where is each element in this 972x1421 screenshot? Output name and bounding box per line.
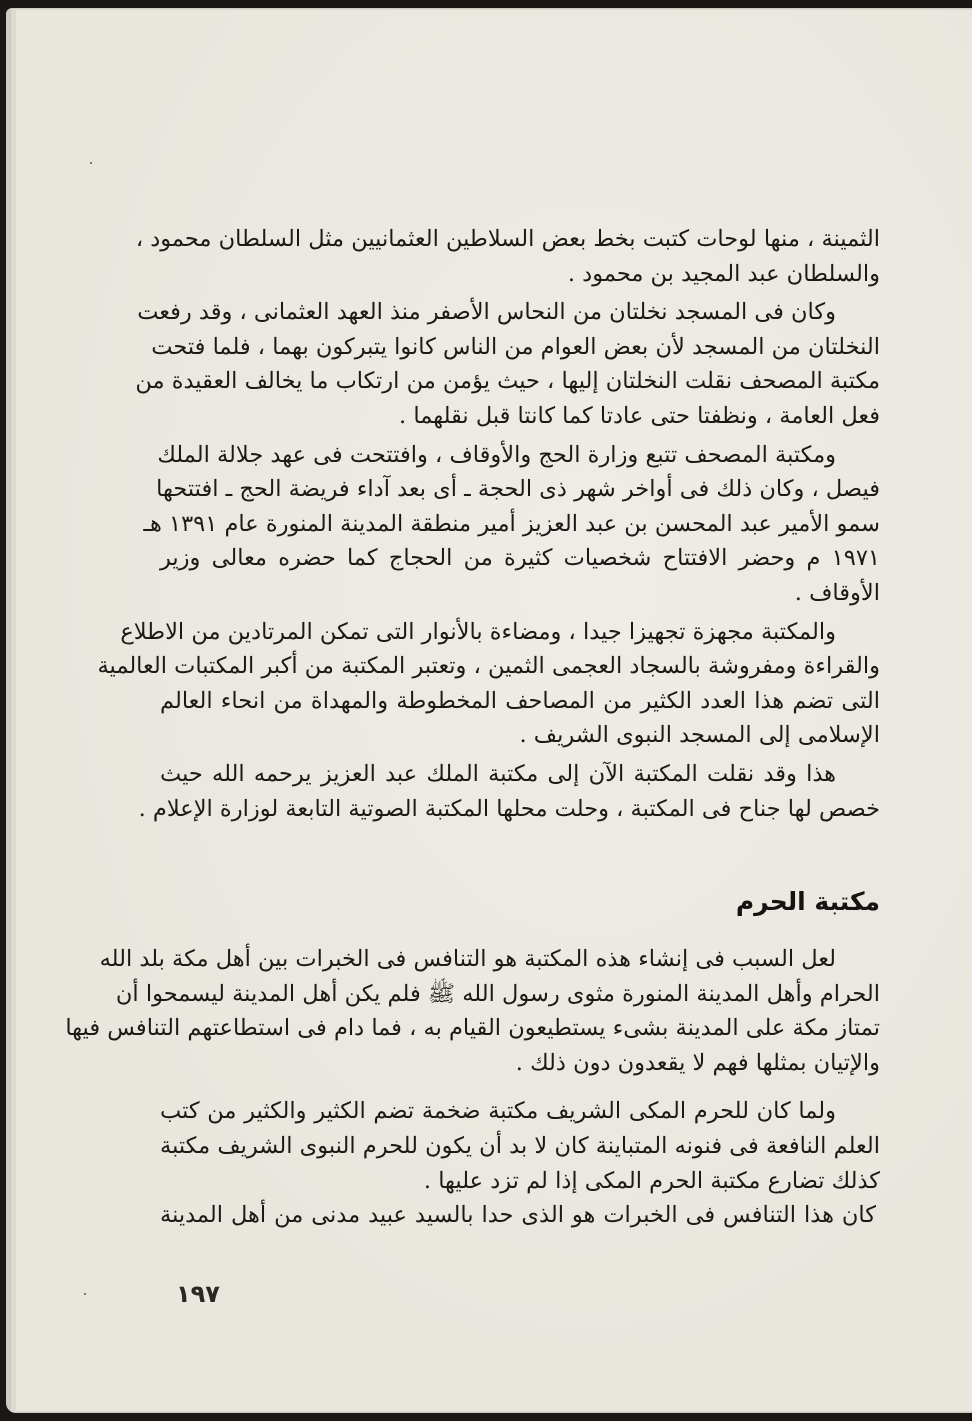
body-text-top (97, 222, 880, 826)
page-number: ١٩٧ (176, 1280, 220, 1308)
section-heading: مكتبة الحرم (735, 887, 880, 916)
text-line: مكتبة المصحف نقلت النخلتان إليها ، حيث يؤمن من ارتكاب ما يخالف العقيدة من (135, 368, 880, 395)
paragraph-start-line: ولما كان للحرم المكى الشريف مكتبة ضخمة تضم الكثير والكثير من كتب (160, 1098, 836, 1125)
paragraph-start-line: والمكتبة مجهزة تجهيزا جيدا ، ومضاءة بالأنوار التى تمكن المرتادين من الاطلاع (120, 618, 836, 645)
text-line: والسلطان عبد المجيد بن محمود . (567, 260, 880, 287)
text-line: التى تضم هذا العدد الكثير من المصاحف المخطوطة والمهداة من انحاء العالم (160, 687, 880, 714)
paper-speck (90, 162, 92, 164)
body-text-bottom (65, 942, 880, 1233)
text-line: والقراءة ومفروشة بالسجاد العجمى الثمين ، وتعتبر المكتبة من أكبر المكتبات العالمية (97, 653, 880, 680)
paper-speck (84, 1293, 86, 1295)
paragraph-start-line: هذا وقد نقلت المكتبة الآن إلى مكتبة الملك عبد العزيز يرحمه الله حيث (160, 760, 836, 787)
text-line: الإسلامى إلى المسجد النبوى الشريف . (519, 722, 880, 749)
paragraph-start-line: لعل السبب فى إنشاء هذه المكتبة هو التنافس فى الخبرات بين أهل مكة بلد الله (99, 946, 836, 972)
paragraph-start-line: وكان فى المسجد نخلتان من النحاس الأصفر منذ العهد العثمانى ، وقد رفعت (137, 299, 836, 326)
text-line: خصص لها جناح فى المكتبة ، وحلت محلها المكتبة الصوتية التابعة لوزارة الإعلام . (138, 795, 880, 822)
paragraph-start-line: ومكتبة المصحف تتبع وزارة الحج والأوقاف ، وافتتحت فى عهد جلالة الملك (157, 441, 836, 468)
text-line: الحرام وأهل المدينة المنورة مثوى رسول الله ﷺ فلم يكن أهل المدينة ليسمحوا أن (115, 980, 880, 1007)
text-line: النخلتان من المسجد لأن بعض العوام من الناس كانوا يتبركون بهما ، فلما فتحت (151, 333, 880, 360)
text-line: سمو الأمير عبد المحسن بن عبد العزيز أمير منطقة المدينة المنورة عام ١٣٩١ هـ (143, 510, 880, 537)
text-line: والإتيان بمثلها فهم لا يقعدون دون ذلك . (515, 1049, 880, 1076)
text-line: كان هذا التنافس فى الخبرات هو الذى حدا بالسيد عبيد مدنى من أهل المدينة (160, 1202, 876, 1229)
text-line: الأوقاف . (794, 579, 880, 606)
text-line: ١٩٧١ م وحضر الافتتاح شخصيات كثيرة من الحجاج كما حضره معالى وزير (160, 545, 880, 572)
text-line: الثمينة ، منها لوحات كتبت بخط بعض السلاطين العثمانيين مثل السلطان محمود ، (135, 226, 880, 252)
text-line: تمتاز مكة على المدينة بشىء يستطيعون القيام به ، فما دام فى استطاعتهم التنافس فيها (65, 1015, 880, 1042)
text-line: فعل العامة ، ونظفتا حتى عادتا كما كانتا قبل نقلهما . (399, 402, 880, 429)
text-line: العلم النافعة فى فنونه المتباينة كان لا بد أن يكون للحرم النبوى الشريف مكتبة (160, 1132, 880, 1159)
text-line: كذلك تضارع مكتبة الحرم المكى إذا لم تزد عليها . (423, 1167, 880, 1194)
text-line: فيصل ، وكان ذلك فى أواخر شهر ذى الحجة ـ أى بعد آداء فريضة الحج ـ افتتحها (156, 476, 880, 503)
book-page (16, 10, 972, 1411)
